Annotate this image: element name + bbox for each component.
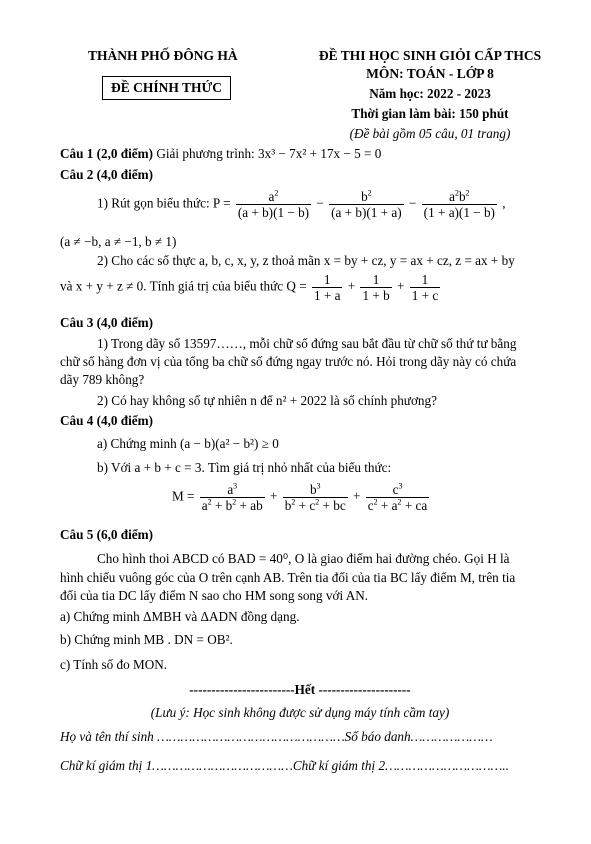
question-3-part-2: 2) Có hay không số tự nhiên n để n² + 2022 là số chính phương? [97, 393, 437, 408]
school-year: Năm học: 2022 - 2023 [369, 86, 491, 101]
fraction-a2: $\frac{a^2}{(a + b)(1 - b)}$ [237, 188, 310, 220]
question-1-text: Giải phương trình: 3x³ − 7x² + 17x − 5 = 0 [156, 146, 382, 161]
question-1 [60, 146, 381, 162]
question-5-line-3: đối của tia DC lấy điểm N sao cho HM song song với AN. [60, 588, 369, 603]
question-4-expression-m: M = $\frac{a^3}{a^2 + b^2 + ab}$ + $\frac{b^3}{b^2 + c^2 + bc}$ + $\frac{c^3}{c^2 + a^2 + ca}$ [172, 481, 428, 513]
question-5-line-2: hình chiếu vuông góc của O trên cạnh AB. Trên tia đối của tia BC lấy điểm M, trên tia [60, 570, 516, 585]
question-5-line-1: Cho hình thoi ABCD có BAD = 40⁰, O là giao điểm hai đường chéo. Gọi H là [97, 551, 510, 566]
question-3-part-1-line-3: dãy 789 không? [60, 372, 145, 387]
question-4-part-a: a) Chứng minh (a − b)(a² − b²) ≥ 0 [97, 436, 279, 451]
fraction-m-3: $\frac{c^3}{c^2 + a^2 + ca}$ [367, 481, 428, 513]
question-3-part-1-line-2: chữ số hàng đơn vị của tổng ba chữ số đứng ngay trước nó. Hỏi trong dãy này có chứa [60, 354, 517, 369]
question-3-label: Câu 3 (4,0 điểm) [60, 315, 154, 330]
question-2-part-2-line-2: và x + y + z ≠ 0. Tính giá trị của biểu thức Q = $\frac{1}{1 + a}$ + $\frac{1}{1 + b}$ + $\frac{1}{1 + c}$ [60, 272, 439, 303]
question-3-part-1-line-1: 1) Trong dãy số 13597……, mỗi chữ số đứng sau bắt đầu từ chữ số thứ tư bằng [97, 336, 517, 351]
fraction-b2: $\frac{b^2}{(a + b)(1 + a)}$ [331, 188, 402, 220]
question-2-part-1: 1) Rút gọn biểu thức: P = $\frac{a^2}{(a + b)(1 - b)}$ − $\frac{b^2}{(a + b)(1 + a)}$ − $\frac{a^2b^2}{(1 + a)(1 - b)}$ , [97, 188, 506, 220]
question-5-part-a: a) Chứng minh ΔMBH và ΔADN đồng dạng. [60, 609, 300, 624]
fraction-1-a: $\frac{1}{1 + a}$ [313, 272, 341, 303]
exam-time: Thời gian làm bài: 150 phút [351, 106, 509, 121]
fraction-1-c: $\frac{1}{1 + c}$ [411, 272, 439, 303]
m-prefix: M = [172, 488, 195, 504]
question-2-condition: (a ≠ −b, a ≠ −1, b ≠ 1) [60, 234, 177, 249]
question-2-part-2-line-1: 2) Cho các số thực a, b, c, x, y, z thoả mãn x = by + cz, y = ax + cz, z = ax + by [97, 253, 515, 268]
calculator-note: (Lưu ý: Học sinh không được sử dụng máy tính cầm tay) [150, 705, 450, 720]
fraction-a2b2: $\frac{a^2b^2}{(1 + a)(1 - b)}$ [423, 188, 495, 220]
question-4-label: Câu 4 (4,0 điểm) [60, 413, 154, 428]
question-4-part-b: b) Với a + b + c = 3. Tìm giá trị nhỏ nhất của biểu thức: [97, 460, 392, 475]
official-exam-box: ĐỀ CHÍNH THỨC [102, 76, 231, 100]
invigilator-sign-line: Chữ kí giám thị 1………………………………Chữ kí giám thị 2………………………….. [60, 758, 509, 773]
fraction-m-2: $\frac{b^3}{b^2 + c^2 + bc}$ [284, 481, 346, 513]
question-5-part-b: b) Chứng minh MB . DN = OB². [60, 632, 233, 647]
exam-title: ĐỀ THI HỌC SINH GIỎI CẤP THCS [318, 48, 542, 63]
question-2-part-1-prefix: 1) Rút gọn biểu thức: P = [97, 195, 231, 211]
subject: MÔN: TOÁN - LỚP 8 [366, 66, 494, 81]
question-2-part-2-text: và x + y + z ≠ 0. Tính giá trị của biểu thức Q = [60, 278, 307, 294]
question-2-label: Câu 2 (4,0 điểm) [60, 167, 154, 182]
question-5-part-c: c) Tính số đo MON. [60, 657, 168, 672]
exam-note: (Đề bài gồm 05 câu, 01 trang) [349, 126, 511, 141]
question-5-label: Câu 5 (6,0 điểm) [60, 527, 154, 542]
fraction-m-1: $\frac{a^3}{a^2 + b^2 + ab}$ [201, 481, 263, 513]
fraction-1-b: $\frac{1}{1 + b}$ [362, 272, 390, 303]
question-1-label: Câu 1 (2,0 điểm) [60, 146, 154, 161]
candidate-info-line: Họ và tên thí sinh …………………………………………Số báo danh………………… [60, 729, 493, 744]
end-marker: ------------------------Hết --------------------- [189, 682, 411, 697]
department-title: THÀNH PHỐ ĐÔNG HÀ [88, 48, 238, 63]
